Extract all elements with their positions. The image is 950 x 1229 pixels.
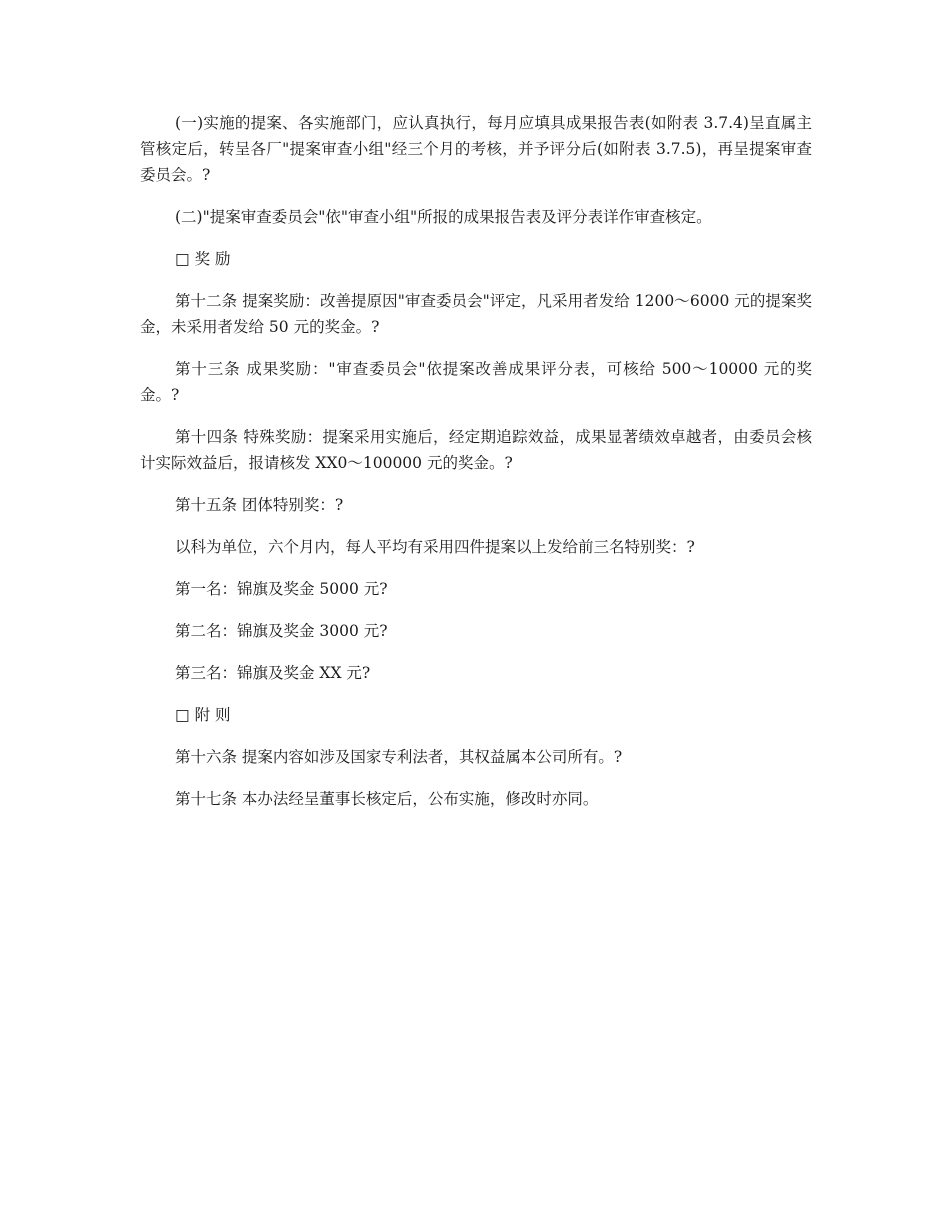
paragraph-article-15: 第十五条 团体特别奖：?	[175, 496, 344, 514]
paragraph-group-award-rule: 以科为单位，六个月内，每人平均有采用四件提案以上发给前三名特别奖：?	[175, 538, 695, 556]
paragraph-article-16: 第十六条 提案内容如涉及国家专利法者，其权益属本公司所有。?	[175, 748, 623, 766]
paragraph-article-17: 第十七条 本办法经呈董事长核定后，公布实施，修改时亦同。	[175, 790, 599, 808]
paragraph-article-13: 第十三条 成果奖励："审查委员会"依提案改善成果评分表，可核给 500～10000 元的奖金。?	[140, 360, 812, 404]
paragraph-article-12: 第十二条 提案奖励：改善提原因"审查委员会"评定，凡采用者发给 1200～6000 元的提案奖金，未采用者发给 50 元的奖金。?	[140, 292, 812, 336]
section-heading-supplementary: □ 附 则	[175, 706, 231, 724]
paragraph-implementation-report: (一)实施的提案、各实施部门，应认真执行，每月应填具成果报告表(如附表 3.7.4)呈直属主管核定后，转呈各厂"提案审查小组"经三个月的考核，并予评分后(如附表 3.7.5)，再呈提案审查委员会。?	[140, 114, 812, 184]
paragraph-third-place: 第三名：锦旗及奖金 XX 元?	[175, 664, 371, 682]
section-heading-rewards: □ 奖 励	[175, 250, 231, 268]
document-body	[140, 110, 812, 828]
paragraph-article-14: 第十四条 特殊奖励：提案采用实施后，经定期追踪效益，成果显著绩效卓越者，由委员会核计实际效益后，报请核发 XX0～100000 元的奖金。?	[140, 428, 812, 472]
paragraph-second-place: 第二名：锦旗及奖金 3000 元?	[175, 622, 388, 640]
paragraph-first-place: 第一名：锦旗及奖金 5000 元?	[175, 580, 388, 598]
paragraph-committee-review: (二)"提案审查委员会"依"审查小组"所报的成果报告表及评分表详作审查核定。	[175, 208, 712, 226]
